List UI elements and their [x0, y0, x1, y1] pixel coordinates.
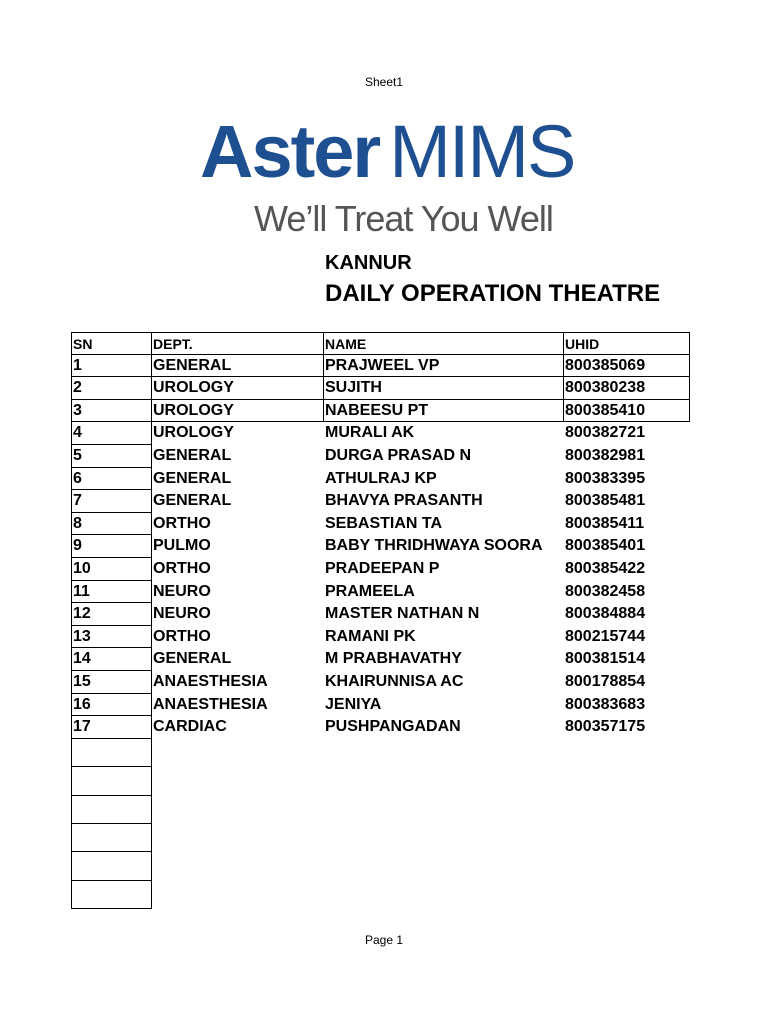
- cell-uhid: 800381514: [565, 650, 646, 668]
- cell-uhid: 800384884: [565, 605, 646, 623]
- cell-dept: ORTHO: [153, 627, 211, 645]
- header-uhid: UHID: [564, 332, 690, 355]
- cell-dept: GENERAL: [153, 447, 232, 464]
- cell-dept: GENERAL: [153, 650, 232, 668]
- cell-name: DURGA PRASAD N: [325, 447, 472, 464]
- cell-uhid: 800385401: [565, 537, 646, 555]
- cell-uhid: 800385410: [564, 400, 690, 423]
- cell-name: RAMANI PK: [325, 627, 416, 645]
- empty-sn-cell: [71, 881, 152, 909]
- cell-uhid: 800380238: [564, 377, 690, 400]
- cell-dept: CARDIAC: [153, 718, 227, 736]
- cell-dept: PULMO: [153, 537, 211, 555]
- cell-name: PRAMEELA: [325, 582, 415, 600]
- cell-uhid: 800383683: [565, 695, 646, 713]
- cell-dept: NEURO: [153, 605, 211, 623]
- cell-sn: 14: [71, 648, 152, 671]
- cell-sn: 5: [71, 445, 152, 468]
- cell-sn: 12: [71, 603, 152, 626]
- cell-sn: 9: [71, 535, 152, 558]
- logo-brand-light: MIMS: [389, 110, 575, 193]
- cell-sn: 7: [71, 490, 152, 513]
- cell-dept: NEURO: [153, 582, 211, 600]
- cell-uhid: 800385481: [565, 492, 646, 510]
- cell-uhid: 800385069: [564, 355, 690, 378]
- cell-name: NABEESU PT: [324, 400, 564, 423]
- cell-sn: 11: [71, 581, 152, 604]
- cell-sn: 3: [71, 400, 152, 423]
- cell-uhid: 800178854: [565, 673, 646, 690]
- cell-sn: 4: [71, 422, 152, 445]
- city-heading: KANNUR: [325, 252, 412, 274]
- cell-dept: ORTHO: [153, 560, 211, 577]
- cell-name: JENIYA: [325, 695, 382, 713]
- cell-name: KHAIRUNNISA AC: [325, 673, 464, 690]
- cell-dept: GENERAL: [153, 469, 232, 487]
- cell-uhid: 800385411: [565, 514, 645, 532]
- cell-name: MASTER NATHAN N: [325, 605, 480, 623]
- cell-sn: 17: [71, 716, 152, 739]
- header-dept: DEPT.: [152, 332, 324, 355]
- logo-tagline: We’ll Treat You Well: [254, 198, 553, 239]
- logo-brand-bold: Aster: [200, 110, 380, 193]
- cell-uhid: 800382981: [565, 447, 646, 464]
- cell-dept: GENERAL: [153, 492, 232, 510]
- cell-dept: GENERAL: [152, 355, 324, 378]
- header-name: NAME: [324, 332, 564, 355]
- empty-sn-cell: [71, 796, 152, 824]
- empty-sn-cell: [71, 739, 152, 767]
- cell-dept: UROLOGY: [152, 400, 324, 423]
- cell-sn: 13: [71, 626, 152, 649]
- cell-sn: 2: [71, 377, 152, 400]
- cell-name: SEBASTIAN TA: [325, 514, 443, 532]
- empty-sn-cell: [71, 824, 152, 852]
- cell-uhid: 800382458: [565, 582, 646, 600]
- cell-dept: ORTHO: [153, 514, 211, 532]
- cell-name: BABY THRIDHWAYA SOORA: [325, 537, 543, 555]
- cell-dept: UROLOGY: [152, 377, 324, 400]
- cell-uhid: 800215744: [565, 627, 646, 645]
- cell-name: PUSHPANGADAN: [325, 718, 461, 736]
- cell-name: PRADEEPAN P: [325, 560, 440, 577]
- cell-sn: 16: [71, 694, 152, 717]
- cell-name: ATHULRAJ KP: [325, 469, 437, 487]
- cell-sn: 6: [71, 468, 152, 491]
- cell-uhid: 800385422: [565, 560, 646, 577]
- sheet-name: Sheet1: [364, 75, 404, 89]
- cell-sn: 1: [71, 355, 152, 378]
- page-title: DAILY OPERATION THEATRE: [325, 280, 661, 307]
- cell-sn: 8: [71, 513, 152, 536]
- cell-uhid: 800357175: [565, 718, 646, 736]
- cell-uhid: 800382721: [565, 424, 646, 442]
- cell-dept: ANAESTHESIA: [153, 695, 268, 713]
- empty-sn-cell: [71, 852, 152, 880]
- aster-mims-logo: [200, 112, 600, 242]
- empty-sn-cell: [71, 767, 152, 795]
- cell-name: BHAVYA PRASANTH: [325, 492, 483, 510]
- cell-name: M PRABHAVATHY: [325, 650, 462, 668]
- cell-name: PRAJWEEL VP: [324, 355, 564, 378]
- cell-dept: ANAESTHESIA: [153, 673, 268, 690]
- cell-uhid: 800383395: [565, 469, 646, 487]
- cell-name: SUJITH: [324, 377, 564, 400]
- cell-sn: 15: [71, 671, 152, 694]
- cell-name: MURALI AK: [325, 424, 415, 442]
- page-number: Page 1: [364, 933, 404, 947]
- cell-dept: UROLOGY: [153, 424, 234, 442]
- cell-sn: 10: [71, 558, 152, 581]
- header-sn: SN: [71, 332, 152, 355]
